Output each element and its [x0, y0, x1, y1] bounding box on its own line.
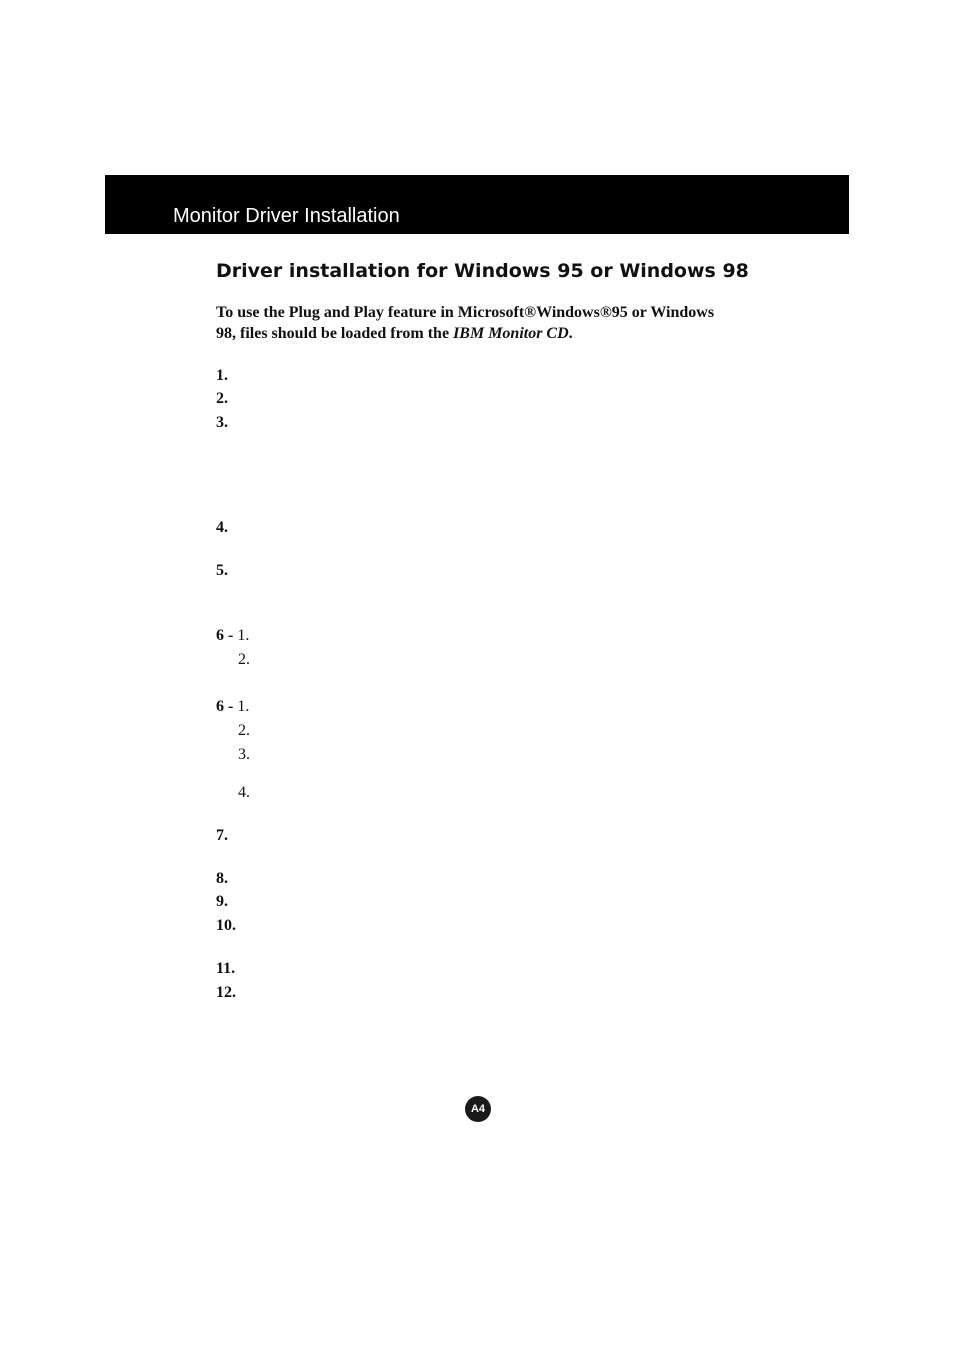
step-6b-label: 6 - — [216, 698, 234, 715]
step-6b-sub-2: 2. — [238, 722, 250, 739]
step-12-number: 12. — [216, 984, 236, 1001]
step-6a-number — [216, 626, 249, 646]
step-7-number: 7. — [216, 827, 228, 844]
step-8-number: 8. — [216, 870, 228, 887]
step-2-number: 2. — [216, 390, 228, 407]
header-bar — [105, 175, 849, 234]
step-6b-sub-4: 4. — [238, 784, 250, 801]
step-5-number: 5. — [216, 562, 228, 579]
header-title: Monitor Driver Installation — [173, 205, 400, 227]
step-11-number: 11. — [216, 960, 236, 977]
intro-paragraph — [216, 302, 736, 344]
step-1-number: 1. — [216, 367, 228, 384]
step-10-number: 10. — [216, 917, 236, 934]
step-6a-sub-2: 2. — [238, 651, 250, 668]
step-3-number: 3. — [216, 414, 228, 431]
intro-emphasis: IBM Monitor CD — [453, 325, 569, 342]
intro-text: To use the Plug and Play feature in Microsoft®Windows®95 or Windows 98, files should be loaded from the — [216, 304, 715, 342]
step-6a-label: 6 - — [216, 627, 234, 644]
step-6b-sub-3: 3. — [238, 746, 250, 763]
step-6b-number — [216, 697, 249, 717]
page-number-badge: A4 — [465, 1096, 491, 1122]
step-6a-sub-1: 1. — [237, 627, 250, 644]
step-9-number: 9. — [216, 893, 228, 910]
step-6b-sub-1: 1. — [237, 698, 250, 715]
step-4-number: 4. — [216, 519, 228, 536]
intro-end: . — [568, 325, 573, 342]
section-heading: Driver installation for Windows 95 or Windows 98 — [216, 260, 749, 282]
